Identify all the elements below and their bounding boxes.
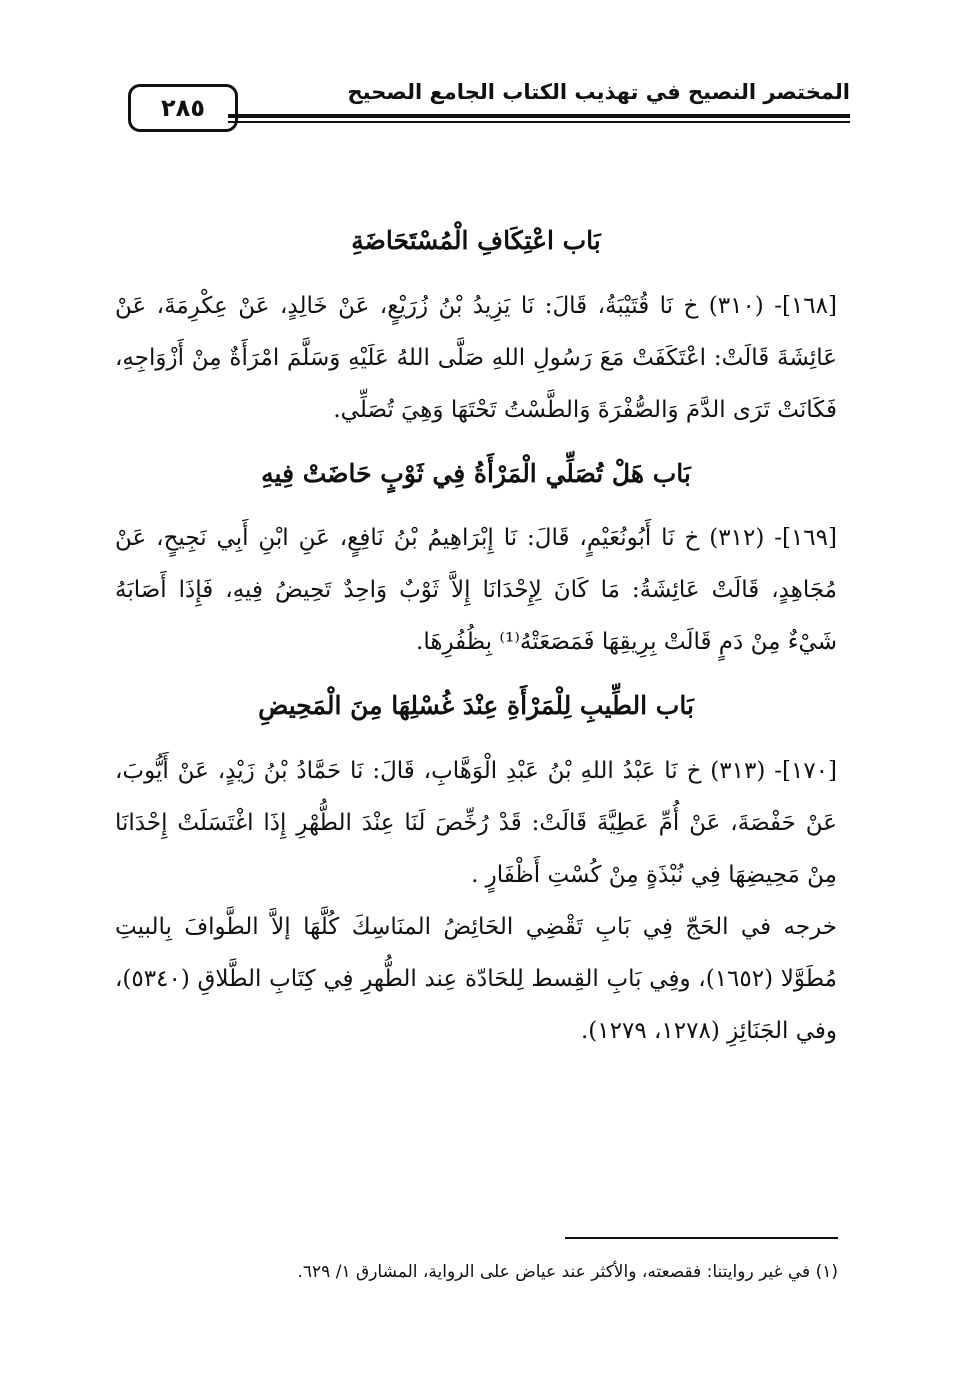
hadith-paragraph: [١٦٨]- (٣١٠) خ نَا قُتَيْبَةُ، قَالَ: نَا يَزِيدُ بْنُ زُرَيْعٍ، عَنْ خَالِدٍ، عَنْ عِكْرِمَةَ، عَنْ عَائِشَةَ قَالَتْ: اعْتَكَفَتْ مَعَ رَسُولِ اللهِ صَلَّى اللهُ عَلَيْهِ وَسَلَّمَ امْرَأَةٌ مِنْ أَزْوَاجِهِ، فَكَانَتْ تَرَى الدَّمَ وَالصُّفْرَةَ وَالطَّسْتُ تَحْتَهَا وَهِيَ تُصَلِّي. [115,292,837,423]
section [115,225,837,436]
section-title: بَاب هَلْ تُصَلِّي الْمَرْأَةُ فِي ثَوْبٍ حَاضَتْ فِيهِ [261,458,691,488]
hadith-paragraph: [١٦٩]- (٣١٢) خ نَا أَبُونُعَيْمٍ، قَالَ: نَا إِبْرَاهِيمُ بْنُ نَافِعٍ، عَنِ ابْنِ أَبِي نَجِيحٍ، عَنْ مُجَاهِدٍ، قَالَتْ عَائِشَةُ: مَا كَانَ لِإِحْدَانَا إِلاَّ ثَوْبٌ وَاحِدٌ تَحِيضُ فِيهِ، فَإِذَا أَصَابَهُ شَيْءٌ مِنْ دَمٍ قَالَتْ بِرِيقِهَا فَمَصَعَتْهُ⁽¹⁾ بِظُفُرِهَا. [115,525,837,655]
takhrij-paragraph: خرجه في الحَجّ فِي بَابِ تَقْضِي الحَائِضُ المنَاسِكَ كُلَّهَا إلاَّ الطَّوافَ بِالبيتِ مُطَوَّلا (١٦٥٢)، وفِي بَابِ القِسط لِلحَادّة عِند الطُّهرِ فِي كِتَابِ الطَّلاقِ (٥٣٤٠)، وفي الجَنَائِزِ (١٢٧٨، ١٢٧٩). [115,913,837,1044]
header-rule-thin [228,121,850,123]
page-body [115,225,837,1077]
footnote-divider [565,1237,838,1239]
hadith-paragraph: [١٧٠]- (٣١٣) خ نَا عَبْدُ اللهِ بْنُ عَبْدِ الْوَهَّابِ، قَالَ: نَا حَمَّادُ بْنُ زَيْدٍ، عَنْ أَيُّوبَ، عَنْ حَفْصَةَ، عَنْ أُمِّ عَطِيَّةَ قَالَتْ: قَدْ رُخِّصَ لَنَا عِنْدَ الطُّهْرِ إِذَا اغْتَسَلَتْ إِحْدَانَا مِنْ مَحِيضِهَا فِي نُبْذَةٍ مِنْ كُسْتِ أَظْفَارٍ . [115,757,838,888]
section-title: بَاب الطِّيبِ لِلْمَرْأَةِ عِنْدَ غُسْلِهَا مِنَ الْمَحِيضِ [258,691,694,720]
section [115,458,837,669]
footnote: (١) في غير روايتنا: فقصعته، والأكثر عند عياض على الرواية، المشارق ١/ ٦٢٩. [297,1262,838,1282]
section-title: بَاب اعْتِكَافِ الْمُسْتَحَاضَةِ [351,226,601,255]
page-header [128,80,850,140]
book-title: المختصر النصيح في تهذيب الكتاب الجامع الصحيح [347,80,850,104]
page-number: ٢٨٥ [128,84,238,132]
header-rule-thick [228,114,850,118]
section [115,690,837,1057]
